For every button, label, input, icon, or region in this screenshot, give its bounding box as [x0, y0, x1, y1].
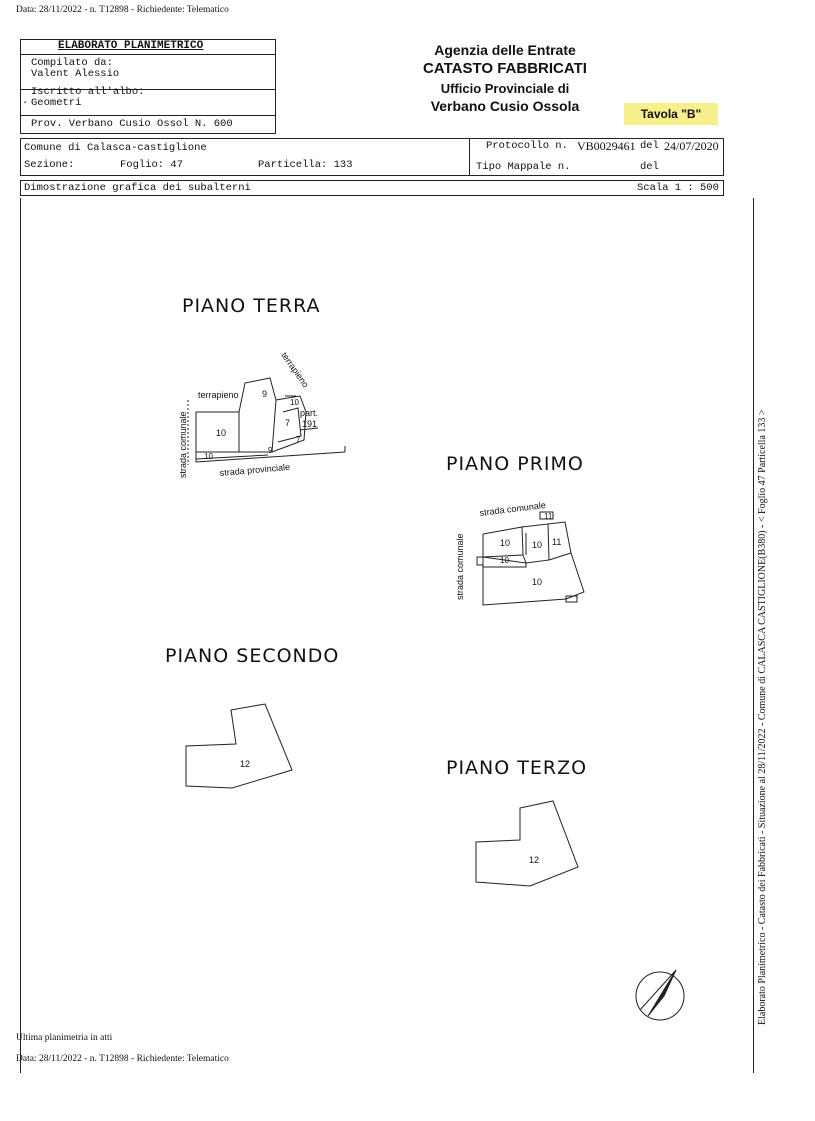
protocollo-del-label: del: [640, 140, 659, 152]
terra-sub-10-bottom: 10: [204, 452, 213, 461]
foglio-text: Foglio: 47: [120, 159, 184, 171]
catasto-title: CATASTO FABBRICATI: [423, 60, 587, 77]
agency-name: Agenzia delle Entrate: [434, 42, 576, 58]
terra-sub-10-top: 10: [290, 398, 299, 407]
plan-terzo: [476, 801, 578, 886]
primo-strada-comunale-left: strada comunale: [455, 533, 465, 600]
secondo-sub-12: 12: [240, 759, 251, 769]
terra-strada-comunale: strada comunale: [178, 411, 188, 478]
tipo-del-label: del: [640, 161, 659, 173]
iscritto-value: Geometri: [31, 97, 82, 109]
north-arrow-icon: [636, 970, 684, 1020]
primo-sub-10-c: 10: [500, 556, 509, 565]
iscritto-label: Iscritto all'albo:: [31, 86, 145, 98]
prov-line: Prov. Verbano Cusio Ossol N. 600: [31, 118, 233, 130]
terra-sub-7b: 7: [296, 435, 301, 444]
primo-sub-10-a: 10: [500, 538, 511, 548]
terra-strada-provinciale: strada provinciale: [219, 461, 291, 478]
bullet-mark: ·: [22, 97, 29, 109]
terzo-sub-12: 12: [529, 855, 540, 865]
sezione-label: Sezione:: [24, 159, 75, 171]
terra-part-num: 191: [302, 419, 318, 429]
dimostrazione-text: Dimostrazione grafica dei subalterni: [24, 182, 251, 194]
ultima-planimetria: Ultima planimetria in atti: [16, 1033, 113, 1043]
plan-secondo: [186, 704, 292, 788]
primo-sub-11: 11: [552, 537, 562, 547]
protocollo-label: Protocollo n.: [486, 140, 568, 152]
primo-sub-10-big: 10: [532, 577, 543, 587]
terra-sub-10: 10: [216, 428, 227, 438]
terra-sub-9b: 9: [268, 446, 273, 455]
terra-terrapieno-left: terrapieno: [198, 390, 239, 400]
comune-text: Comune di Calasca-castiglione: [24, 142, 207, 154]
side-vertical-text: Elaborato Planimetrico - Catasto dei Fabbricati - Situazione al 28/11/2022 - Comune di CALASCA CASTIGLIONE(B380) - < Foglio 47 Particella 133 >: [757, 409, 768, 1025]
compilato-label: Compilato da:: [31, 57, 113, 69]
tipo-mappale: Tipo Mappale n.: [476, 161, 571, 173]
scala-text: Scala 1 : 500: [637, 182, 719, 194]
tavola-badge: Tavola "B": [624, 103, 718, 125]
primo-sub-10-b: 10: [532, 540, 543, 550]
top-header: Data: 28/11/2022 - n. T12898 - Richiedente: Telematico: [16, 5, 229, 15]
ufficio-line: Ufficio Provinciale di: [440, 81, 570, 96]
footer-data-line: Data: 28/11/2022 - n. T12898 - Richiedente: Telematico: [16, 1054, 229, 1064]
ufficio-city: Verbano Cusio Ossola: [430, 98, 580, 114]
protocollo-value: VB0029461: [577, 139, 636, 153]
terra-part: part.: [300, 408, 319, 418]
terra-terrapieno-top: terrapieno: [279, 350, 311, 390]
compilato-name: Valent Alessio: [31, 68, 120, 80]
piano-primo-title: PIANO PRIMO: [446, 453, 584, 475]
protocollo-date: 24/07/2020: [664, 139, 719, 153]
plan-primo: [477, 512, 584, 605]
primo-strada-comunale-top: strada comunale: [479, 499, 547, 518]
terra-sub-9: 9: [262, 389, 268, 399]
piano-terra-title: PIANO TERRA: [182, 295, 321, 317]
terra-sub-7: 7: [285, 418, 291, 428]
piano-terzo-title: PIANO TERZO: [446, 757, 588, 779]
particella-text: Particella: 133: [258, 159, 353, 171]
piano-secondo-title: PIANO SECONDO: [165, 645, 340, 667]
elaborato-title: ELABORATO PLANIMETRICO: [58, 40, 204, 52]
primo-sub-11-top: 11: [544, 512, 553, 521]
